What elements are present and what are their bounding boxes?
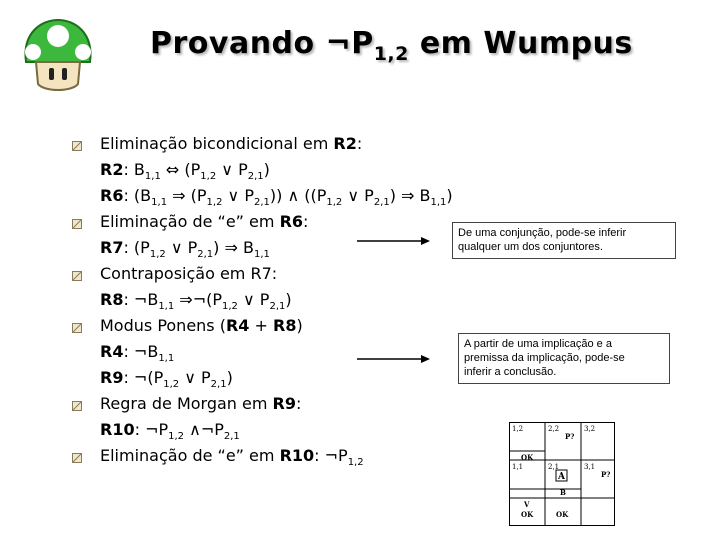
bullet-icon [72, 323, 82, 333]
rule-r2: R2: $B_{1,1}$ ⇔ ($P_{1,2}$ ∨ $P_{2,1}$) [100, 160, 270, 183]
grid-pit-2-2: P? [565, 432, 575, 441]
grid-ok-1-1: OK [521, 510, 534, 519]
bullet-icon [72, 271, 82, 281]
step-and-elim: Eliminação de “e” em R6: [100, 212, 309, 231]
grid-visited: V [524, 500, 530, 509]
grid-breeze: B [560, 488, 566, 497]
rule-r7: R7: ($P_{1,2}$ ∨ $P_{2,1}$) ⇒ $B_{1,1}$ [100, 238, 270, 261]
step-de-morgan: Regra de Morgan em R9: [100, 394, 302, 413]
note-modus-ponens: A partir de uma implicação e a premissa da implicação, pode-se inferir a conclusão. [458, 333, 670, 384]
rule-r10: R10: $\neg P_{1,2}$ $\wedge\neg P_{2,1}$ [100, 420, 240, 443]
grid-label-1-1: 1,1 [512, 463, 524, 471]
grid-ok-1-2: OK [521, 453, 534, 462]
grid-label-3-2: 3,2 [584, 425, 596, 433]
bullet-icon [72, 453, 82, 463]
note-and-elimination: De uma conjunção, pode-se inferir qualquer um dos conjuntores. [452, 222, 676, 259]
arrow-right-icon [357, 236, 431, 246]
slide-title: Provando $\neg P_{1,2}$ em Wumpus [150, 26, 633, 65]
arrow-right-icon [357, 354, 431, 364]
grid-agent: A [558, 472, 565, 482]
mushroom-logo-icon [22, 18, 94, 94]
rule-r9: R9: $\neg(P_{1,2}$ ∨ $P_{2,1}$) [100, 368, 233, 391]
step-bicond-elim: Eliminação bicondicional em R2: [100, 134, 363, 153]
grid-label-1-2: 1,2 [512, 425, 524, 433]
step-final-and-elim: Eliminação de “e” em R10: $\neg P_{1,2}$ [100, 446, 364, 469]
grid-label-2-2: 2,2 [548, 425, 560, 433]
grid-label-2-1: 2,1 [548, 463, 560, 471]
rule-r6: R6: ($B_{1,1}$ ⇒ ($P_{1,2}$ ∨ $P_{2,1}$)) ∧ (($P_{1,2}$ ∨ $P_{2,1}$) ⇒ $B_{1,1}$) [100, 186, 453, 209]
step-modus-ponens: Modus Ponens (R4 + R8) [100, 316, 303, 335]
rule-r4: R4: $\neg B_{1,1}$ [100, 342, 175, 365]
bullet-icon [72, 401, 82, 411]
grid-pit-3-1: P? [601, 470, 611, 479]
bullet-icon [72, 141, 82, 151]
step-contraposition: Contraposição em R7: [100, 264, 278, 283]
rule-r8: R8: $\neg B_{1,1}$ $\Rightarrow\neg(P_{1,2}$ ∨ $P_{2,1}$) [100, 290, 292, 313]
grid-label-3-1: 3,1 [584, 463, 596, 471]
grid-ok-2-1: OK [556, 510, 569, 519]
wumpus-grid [509, 422, 615, 526]
bullet-icon [72, 219, 82, 229]
